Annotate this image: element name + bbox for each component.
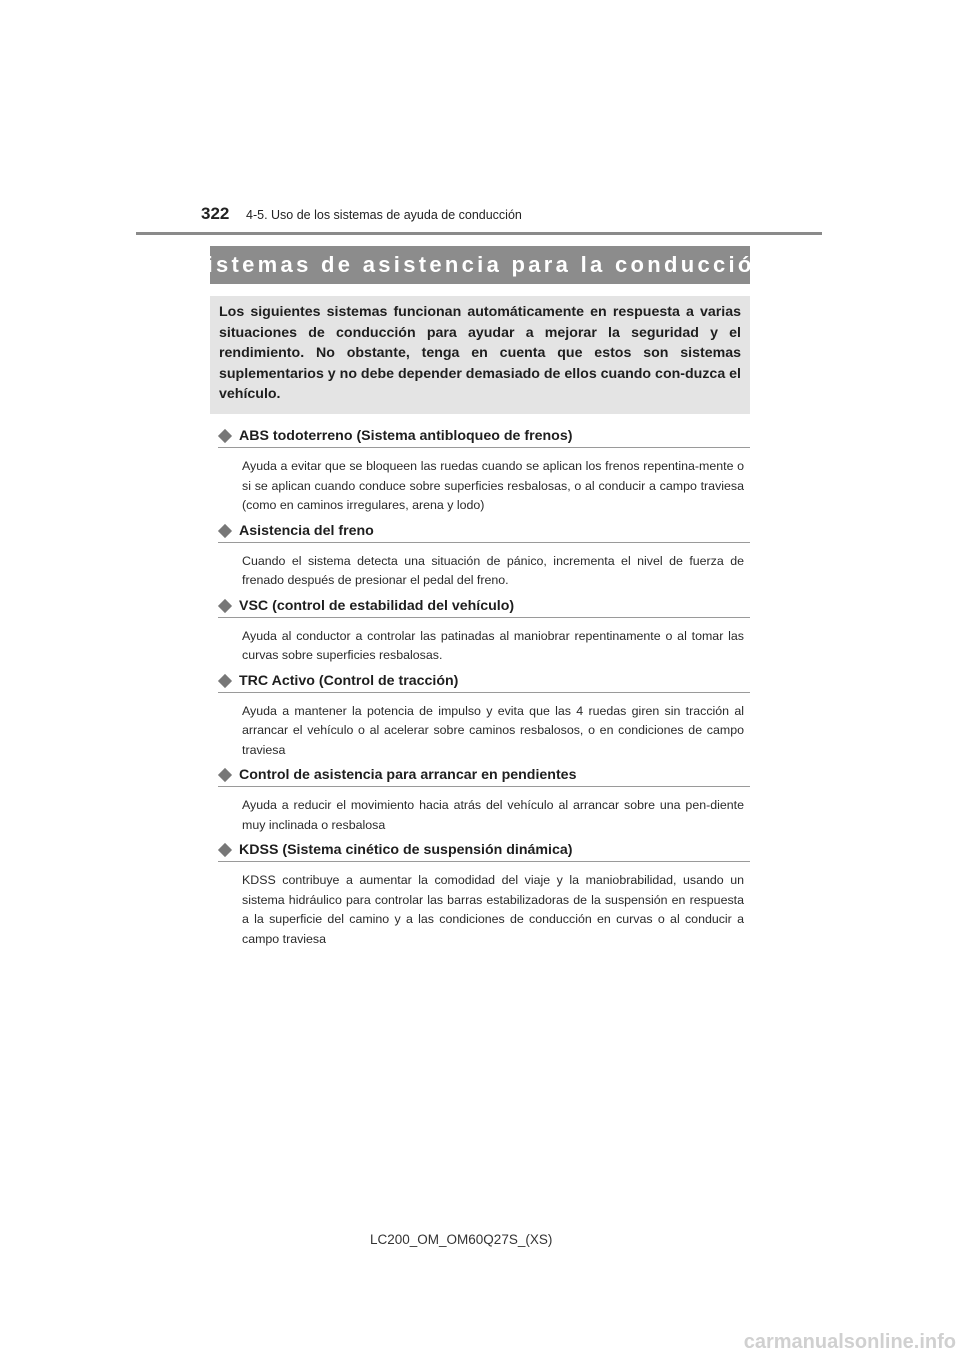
feature-title: KDSS (Sistema cinético de suspensión dinámica) [239, 842, 573, 858]
feature-title: ABS todoterreno (Sistema antibloqueo de frenos) [239, 428, 573, 444]
feature-title: VSC (control de estabilidad del vehículo) [239, 597, 515, 614]
feature-body: Ayuda a evitar que se bloqueen las ruedas cuando se aplican los frenos repentina-mente o si se aplican cuando conduce sobre superficies resbalosas, o al conducir a campo traviesa (como en caminos irregulares, arena y lodo) [242, 459, 744, 512]
feature-item [218, 673, 750, 761]
feature-item [218, 523, 750, 591]
intro-text: Los siguientes sistemas funcionan automáticamente en respuesta a varias situaciones de conducción para ayudar a mejorar la seguridad y el rendimiento. No obstante, tenga en cuenta que estos son sistemas suplementarios y no debe depender demasiado de ellos cuando con-duzca el vehículo. [219, 304, 741, 402]
diamond-icon [218, 598, 232, 612]
feature-heading [218, 767, 750, 787]
feature-heading [218, 598, 750, 618]
footer-code: LC200_OM_OM60Q27S_(XS) [370, 1232, 553, 1247]
watermark: carmanualsonline.info [743, 1331, 956, 1353]
intro-box [210, 296, 750, 414]
feature-list [218, 428, 750, 956]
feature-heading [218, 673, 750, 693]
feature-item [218, 767, 750, 835]
feature-body: Ayuda a mantener la potencia de impulso y evita que las 4 ruedas giren sin tracción al arrancar el vehículo o al acelerar sobre caminos resbalosos, o en condiciones de campo traviesa [242, 703, 744, 757]
page-number: 322 [201, 204, 230, 223]
diamond-icon [218, 843, 232, 857]
feature-heading [218, 428, 750, 448]
feature-body: Ayuda al conductor a controlar las patinadas al maniobrar repentinamente o al tomar las curvas sobre superficies resbalosas. [242, 628, 744, 662]
feature-body: Ayuda a reducir el movimiento hacia atrás del vehículo al arrancar sobre una pen-diente muy inclinada o resbalosa [242, 798, 744, 832]
diamond-icon [218, 768, 232, 782]
feature-item [218, 842, 750, 949]
feature-body: Cuando el sistema detecta una situación de pánico, incrementa el nivel de fuerza de frenado después de presionar el pedal del freno. [242, 553, 744, 587]
feature-body: KDSS contribuye a aumentar la comodidad del viaje y la maniobrabilidad, usando un sistema hidráulico para controlar las barras estabilizadoras de la suspensión en respuesta a la superficie del camino y a las condiciones de conducción en curvas o al conducir a campo traviesa [242, 873, 744, 946]
feature-heading [218, 523, 750, 543]
running-head: 4-5. Uso de los sistemas de ayuda de conducción [246, 208, 522, 222]
diamond-icon [218, 523, 232, 537]
diamond-icon [218, 429, 232, 443]
section-title: Sistemas de asistencia para la conducción [210, 246, 750, 284]
feature-item [218, 428, 750, 516]
header-rule [136, 232, 822, 235]
feature-heading [218, 842, 750, 862]
feature-title: TRC Activo (Control de tracción) [239, 672, 459, 689]
feature-title: Control de asistencia para arrancar en pendientes [239, 767, 577, 783]
feature-item [218, 598, 750, 666]
feature-title: Asistencia del freno [239, 522, 374, 539]
diamond-icon [218, 673, 232, 687]
